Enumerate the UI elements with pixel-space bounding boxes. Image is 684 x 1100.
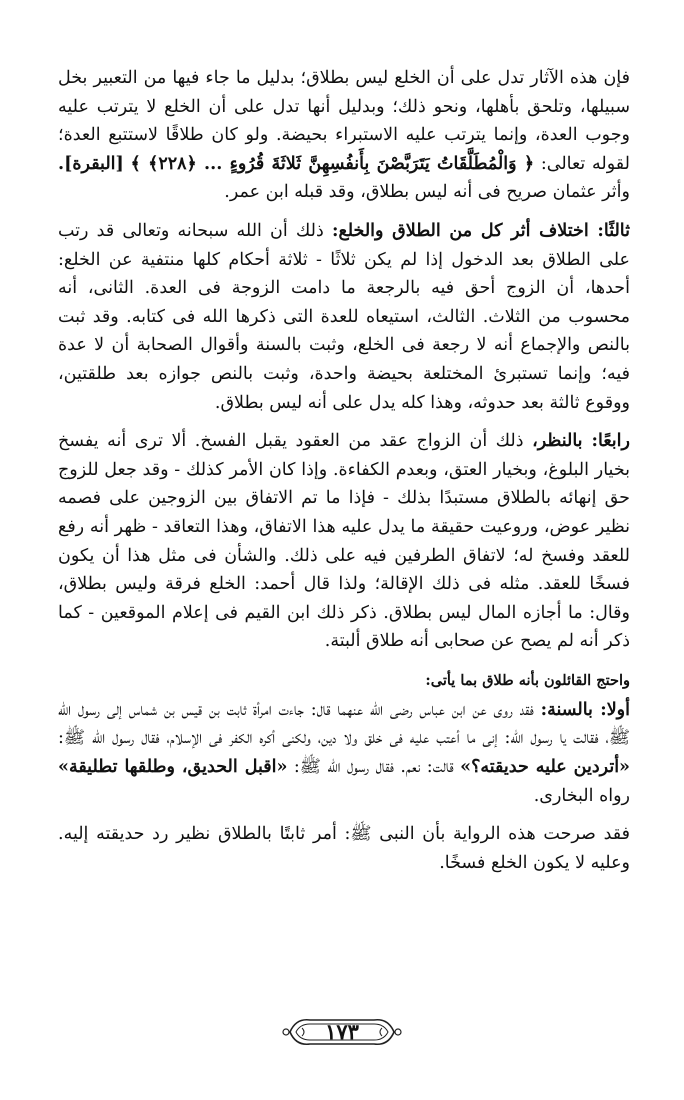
- page-body: [58, 64, 630, 877]
- third-heading: ثالثًا: اختلاف أثر كل من الطلاق والخلع:: [331, 220, 631, 241]
- conclusion-text: فقد صرحت هذه الرواية بأن النبى ﷺ: أمر ثابتًا بالطلاق نظير رد حديقته إليه. وعليه لا يكون الخلع فسخًا.: [58, 824, 630, 873]
- first-heading: أولا: بالسنة:: [540, 699, 630, 720]
- paragraph-athar-end: وأثر عثمان صريح فى أنه ليس بطلاق، وقد قبله ابن عمر.: [224, 182, 630, 203]
- paragraph-conclusion: [58, 820, 630, 877]
- paragraph-first-sunnah: [58, 696, 630, 810]
- third-text: ذلك أن الله سبحانه وتعالى قد رتب على الطلاق بعد الدخول إذا لم يكن ثلاثًا - ثلاثة أحكام كلها منتفية عن الخلع: أحدها، أن الزوج أحق فيه بالرجعة ما دامت الزوجة فى العدة. الثانى، أنه محسوب من الثلاث. الثالث، استيعاه للعدة التى ذكرها الله فى كتابه. وقد ثبت بالنص والإجماع أنه لا رجعة فى الخلع، وثبت بالسنة وأقوال الصحابة أن لا عدة فيه؛ وإنما تستبرئ المختلعة بحيضة واحدة، وثبت بالنص جوازه بعد طلقتين، ووقوع ثالثة بعد حدوثه، وهذا كله يدل على أنه ليس بطلاق.: [58, 220, 630, 413]
- paragraph-fourth: [58, 427, 630, 656]
- first-end: رواه البخارى.: [533, 785, 630, 806]
- hadith-quote-2: «اقبل الحديق، وطلقها تطليقة»: [58, 757, 288, 778]
- paragraph-third: [58, 217, 630, 417]
- page-number: ١٧٣: [325, 1019, 359, 1044]
- quran-verse: ﴿ وَالْمُطَلَّقَاتُ يَتَرَبَّصْنَ بِأَنفُسِهِنَّ ثَلاثَةَ قُرُوءٍ ... ﴿٢٢٨﴾ ﴾: [130, 153, 535, 174]
- fourth-heading: رابعًا: بالنظر،: [532, 431, 630, 452]
- fourth-text: ذلك أن الزواج عقد من العقود يقبل الفسخ. ألا ترى أنه يفسخ بخيار البلوغ، وبخيار العتق، وبعدم الكفاءة. وإذا كان الأمر كذلك - وقد جعل للزوج حق إنهائه بالطلاق مستبدًا بذلك - فإذا ما تم الاتفاق بين الزوجين على فصمه نظير عوض، وروعيت حقيقة ما يدل عليه هذا الاتفاق، وهذا التعاقد - ظهر أنه رفع للعقد وفسخ له؛ لاتفاق الطرفين فيه على ذلك. والشأن فى مثل هذا أن يكون فسخًا للعقد. مثله فى ذلك الإقالة؛ ولذا قال أحمد: الخلع فرقة وليس بطلاق، وقال: ما أجازه المال ليس بطلاق. ذكر ذلك ابن القيم فى إعلام الموقعين - كما ذكر أنه لم يصح عن صحابى أنه طلاق ألبتة.: [58, 431, 630, 652]
- surah-reference: [البقرة].: [58, 153, 124, 174]
- first-mid: قالت: نعم. فقال رسول الله ﷺ:: [293, 757, 454, 778]
- section-subheading: واحتج القائلون بأنه طلاق بما يأتى:: [425, 671, 630, 689]
- hadith-quote-1: «أتردين عليه حديقته؟»: [460, 757, 630, 778]
- paragraph-athar-text: فإن هذه الآثار تدل على أن الخلع ليس بطلاق؛ بدليل ما جاء فيها من التعبير بخل سبيلها، وتلحق بأهلها، ونحو ذلك؛ وبدليل أنها تدل على أن الخلع لا يترتب عليه وجوب العدة، وإنما يترتب عليه الاستبراء بحيضة. ولو كان طلاقًا لاستتبع العدة؛ لقوله تعالى:: [58, 68, 630, 174]
- paragraph-athar: [58, 64, 630, 207]
- first-text: فقد روى عن ابن عباس رضى الله عنهما قال: جاءت امرأة ثابت بن قيس بن شماس إلى رسول الله ﷺ، فقالت يا رسول الله: إنى ما أعتب عليه فى خلق ولا دين، ولكنى أكره الكفر فى الإسلام، فقال رسول الله ﷺ:: [58, 699, 630, 749]
